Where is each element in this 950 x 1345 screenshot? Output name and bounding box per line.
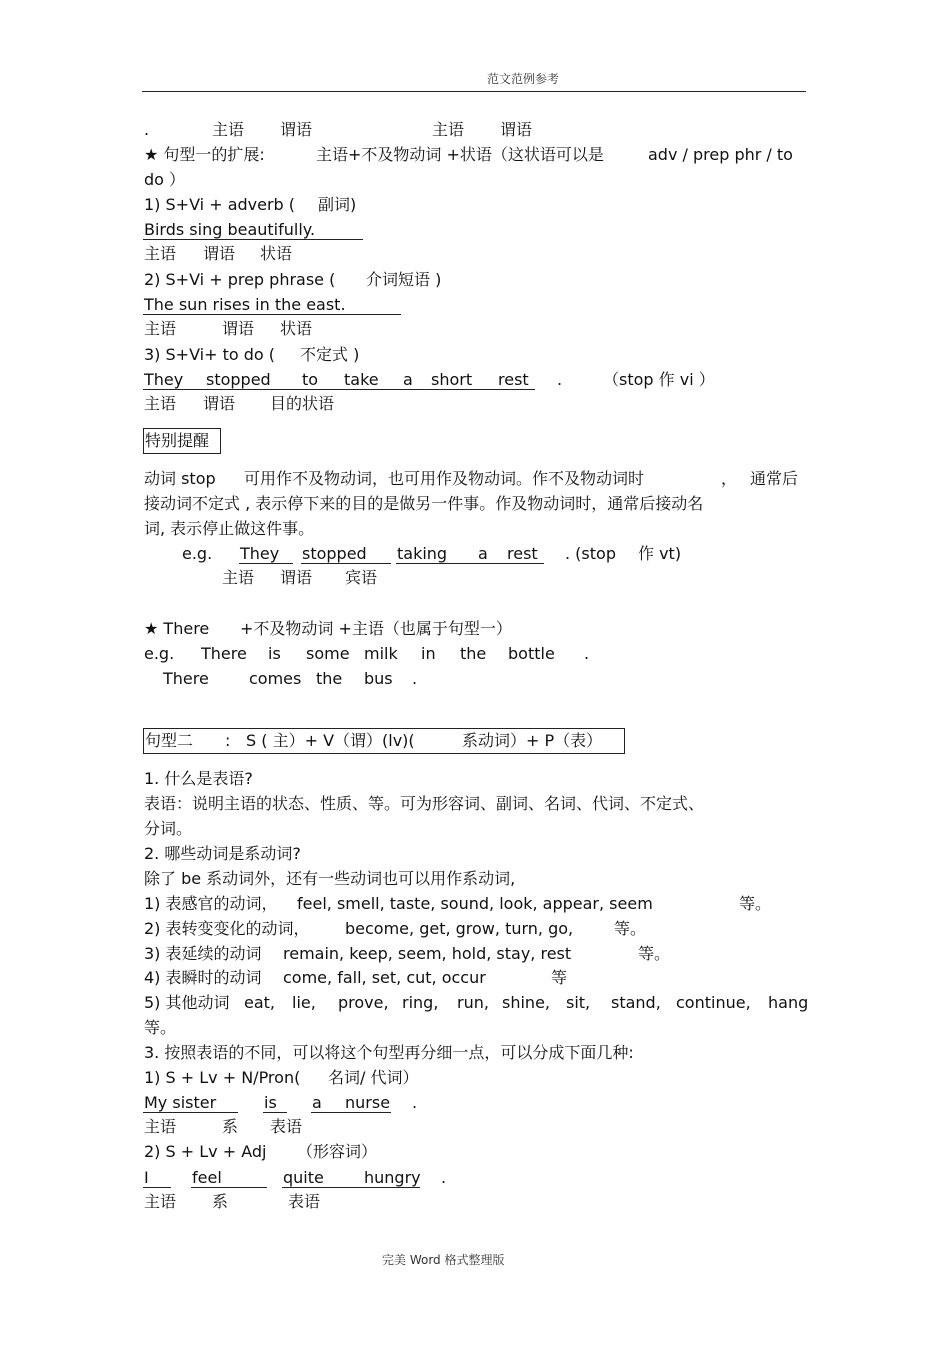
underline: [143, 239, 363, 240]
underline: [311, 1112, 391, 1113]
text-line: 等: [551, 968, 568, 987]
text-line: （形容词）: [297, 1142, 378, 1161]
underline: [282, 1187, 420, 1188]
example-word: quite: [283, 1168, 324, 1187]
underline: [301, 563, 391, 564]
text-line: 副词): [318, 195, 357, 214]
text-line: 主语: [212, 120, 245, 139]
text-line: remain, keep, seem, hold, stay, rest: [283, 944, 572, 963]
text-line: feel, smell, taste, sound, look, appear, seem: [297, 894, 653, 913]
text-line: become, get, grow, turn, go,: [345, 919, 574, 938]
text-line: 不定式 ): [300, 345, 360, 364]
text-line: 可用作不及物动词，也可用作及物动词。作不及物动词时: [244, 469, 645, 488]
example-word: bottle: [508, 644, 555, 663]
text-line: . (stop: [565, 544, 616, 563]
text-line: 1) 表感官的动词，: [144, 894, 278, 913]
example-sentence: Birds sing beautifully.: [144, 220, 316, 239]
pattern-two-title: 句型二: [145, 731, 194, 750]
text-line: 谓语: [222, 319, 255, 338]
text-line: stand,: [611, 993, 661, 1012]
pattern-two-title: 系动词）+ P（表）: [462, 731, 603, 750]
example-word: They: [240, 544, 280, 563]
text-line: 分词。: [144, 819, 193, 838]
underline: [143, 314, 401, 315]
text-line: 等。: [739, 894, 772, 913]
text-line: +不及物动词 +主语（也属于句型一）: [240, 619, 512, 638]
example-word: There: [163, 669, 209, 688]
text-line: do ）: [144, 170, 186, 189]
text-line: 4) 表瞬时的动词: [144, 968, 262, 987]
text-line: sit,: [566, 993, 591, 1012]
header-rule: [142, 91, 806, 92]
text-line: 1. 什么是表语?: [144, 769, 253, 788]
text-line: 名词/ 代词）: [328, 1068, 419, 1087]
text-line: 主语+不及物动词 +状语（这状语可以是: [316, 145, 604, 164]
text-line: 1) S + Lv + N/Pron(: [144, 1068, 301, 1087]
text-line: 谓语: [203, 394, 236, 413]
text-line: 词, 表示停止做这件事。: [144, 519, 315, 538]
text-line: continue,: [676, 993, 751, 1012]
text-line: run,: [457, 993, 489, 1012]
underline: [396, 563, 544, 564]
text-line: 谓语: [203, 244, 236, 263]
text-line: 表语: [288, 1192, 321, 1211]
text-line: 表语：说明主语的状态、性质、等。可为形容词、副词、名词、代词、不定式、: [144, 794, 705, 813]
text-line: 3. 按照表语的不同，可以将这个句型再分细一点，可以分成下面几种:: [144, 1043, 634, 1062]
example-word: take: [344, 370, 379, 389]
example-word: .: [441, 1168, 447, 1187]
text-line: 谓语: [280, 120, 313, 139]
text-line: 主语: [144, 319, 177, 338]
text-line: ★ 句型一的扩展:: [144, 145, 265, 164]
text-line: .: [144, 120, 150, 139]
text-line: 状语: [260, 244, 293, 263]
example-word: nurse: [345, 1093, 391, 1112]
text-line: e.g.: [144, 644, 175, 663]
text-line: 表语: [270, 1117, 303, 1136]
text-line: ring,: [402, 993, 439, 1012]
example-word: is: [268, 644, 281, 663]
text-line: come, fall, set, cut, occur: [283, 968, 486, 987]
text-line: 等。: [614, 919, 647, 938]
text-line: 3) S+Vi+ to do (: [144, 345, 276, 364]
text-line: 主语: [144, 1192, 177, 1211]
pattern-two-title: S ( 主）+ V（谓）(lv)(: [246, 731, 415, 750]
text-line: ★ There: [144, 619, 210, 638]
example-word: feel: [192, 1168, 222, 1187]
underline: [191, 1187, 267, 1188]
underline: [239, 563, 293, 564]
example-word: There: [201, 644, 247, 663]
example-word: .: [584, 644, 590, 663]
example-word: to: [302, 370, 319, 389]
example-word: a: [312, 1093, 322, 1112]
example-word: stopped: [302, 544, 367, 563]
example-word: rest: [507, 544, 538, 563]
example-word: .: [412, 1093, 418, 1112]
example-word: the: [460, 644, 487, 663]
underline: [143, 1112, 238, 1113]
text-line: 主语: [432, 120, 465, 139]
example-word: I: [144, 1168, 149, 1187]
text-line: 宾语: [345, 568, 378, 587]
underline: [143, 389, 535, 390]
page-header: 范文范例参考: [487, 72, 560, 86]
text-line: 2) 表转变变化的动词，: [144, 919, 310, 938]
example-word: They: [144, 370, 184, 389]
text-line: 1) S+Vi + adverb (: [144, 195, 296, 214]
text-line: 状语: [280, 319, 313, 338]
underline: [263, 1112, 287, 1113]
text-line: 主语: [144, 244, 177, 263]
text-line: 谓语: [500, 120, 533, 139]
text-line: 作 vt): [638, 544, 682, 563]
example-word: rest: [498, 370, 529, 389]
example-word: is: [264, 1093, 277, 1112]
text-line: 接动词不定式 , 表示停下来的目的是做另一件事。作及物动词时，通常后接动名: [144, 494, 704, 513]
example-word: in: [421, 644, 436, 663]
example-word: short: [431, 370, 473, 389]
example-word: milk: [364, 644, 398, 663]
text-line: 系: [212, 1192, 229, 1211]
notice-title: 特别提醒: [145, 431, 210, 450]
text-line: lie,: [292, 993, 316, 1012]
text-line: e.g.: [182, 544, 213, 563]
text-line: 2) S + Lv + Adj: [144, 1142, 267, 1161]
text-line: 等。: [638, 944, 671, 963]
example-word: some: [306, 644, 350, 663]
example-word: a: [403, 370, 413, 389]
example-word: .: [412, 669, 418, 688]
text-line: 2) S+Vi + prep phrase (: [144, 270, 336, 289]
example-word: My sister: [144, 1093, 217, 1112]
text-line: 等。: [144, 1018, 177, 1037]
text-line: 通常后: [750, 469, 799, 488]
text-line: 介词短语 ): [366, 270, 442, 289]
text-line: 除了 be 系动词外，还有一些动词也可以用作系动词,: [144, 869, 516, 888]
text-line: 主语: [144, 1117, 177, 1136]
text-line: 5) 其他动词: [144, 993, 230, 1012]
text-line: 2. 哪些动词是系动词?: [144, 844, 301, 863]
page-footer: 完美 Word 格式整理版: [382, 1253, 505, 1267]
text-line: hang: [768, 993, 809, 1012]
example-sentence: The sun rises in the east.: [144, 295, 346, 314]
text-line: adv / prep phr / to: [648, 145, 793, 164]
text-line: shine,: [502, 993, 550, 1012]
example-word: bus: [364, 669, 393, 688]
text-line: （stop 作 vi ）: [603, 370, 715, 389]
text-line: 3) 表延续的动词: [144, 944, 262, 963]
example-word: hungry: [364, 1168, 421, 1187]
example-word: stopped: [206, 370, 271, 389]
example-word: a: [478, 544, 488, 563]
underline: [143, 1187, 171, 1188]
example-word: the: [316, 669, 343, 688]
text-line: 动词 stop: [144, 469, 216, 488]
example-word: taking: [397, 544, 448, 563]
text-line: 谓语: [280, 568, 313, 587]
example-word: .: [557, 370, 563, 389]
text-line: 系: [222, 1117, 239, 1136]
text-line: prove,: [338, 993, 389, 1012]
text-line: 目的状语: [270, 394, 335, 413]
text-line: ，: [721, 469, 738, 488]
pattern-two-title: :: [225, 731, 231, 750]
text-line: eat,: [244, 993, 276, 1012]
text-line: 主语: [222, 568, 255, 587]
example-word: comes: [249, 669, 302, 688]
text-line: 主语: [144, 394, 177, 413]
